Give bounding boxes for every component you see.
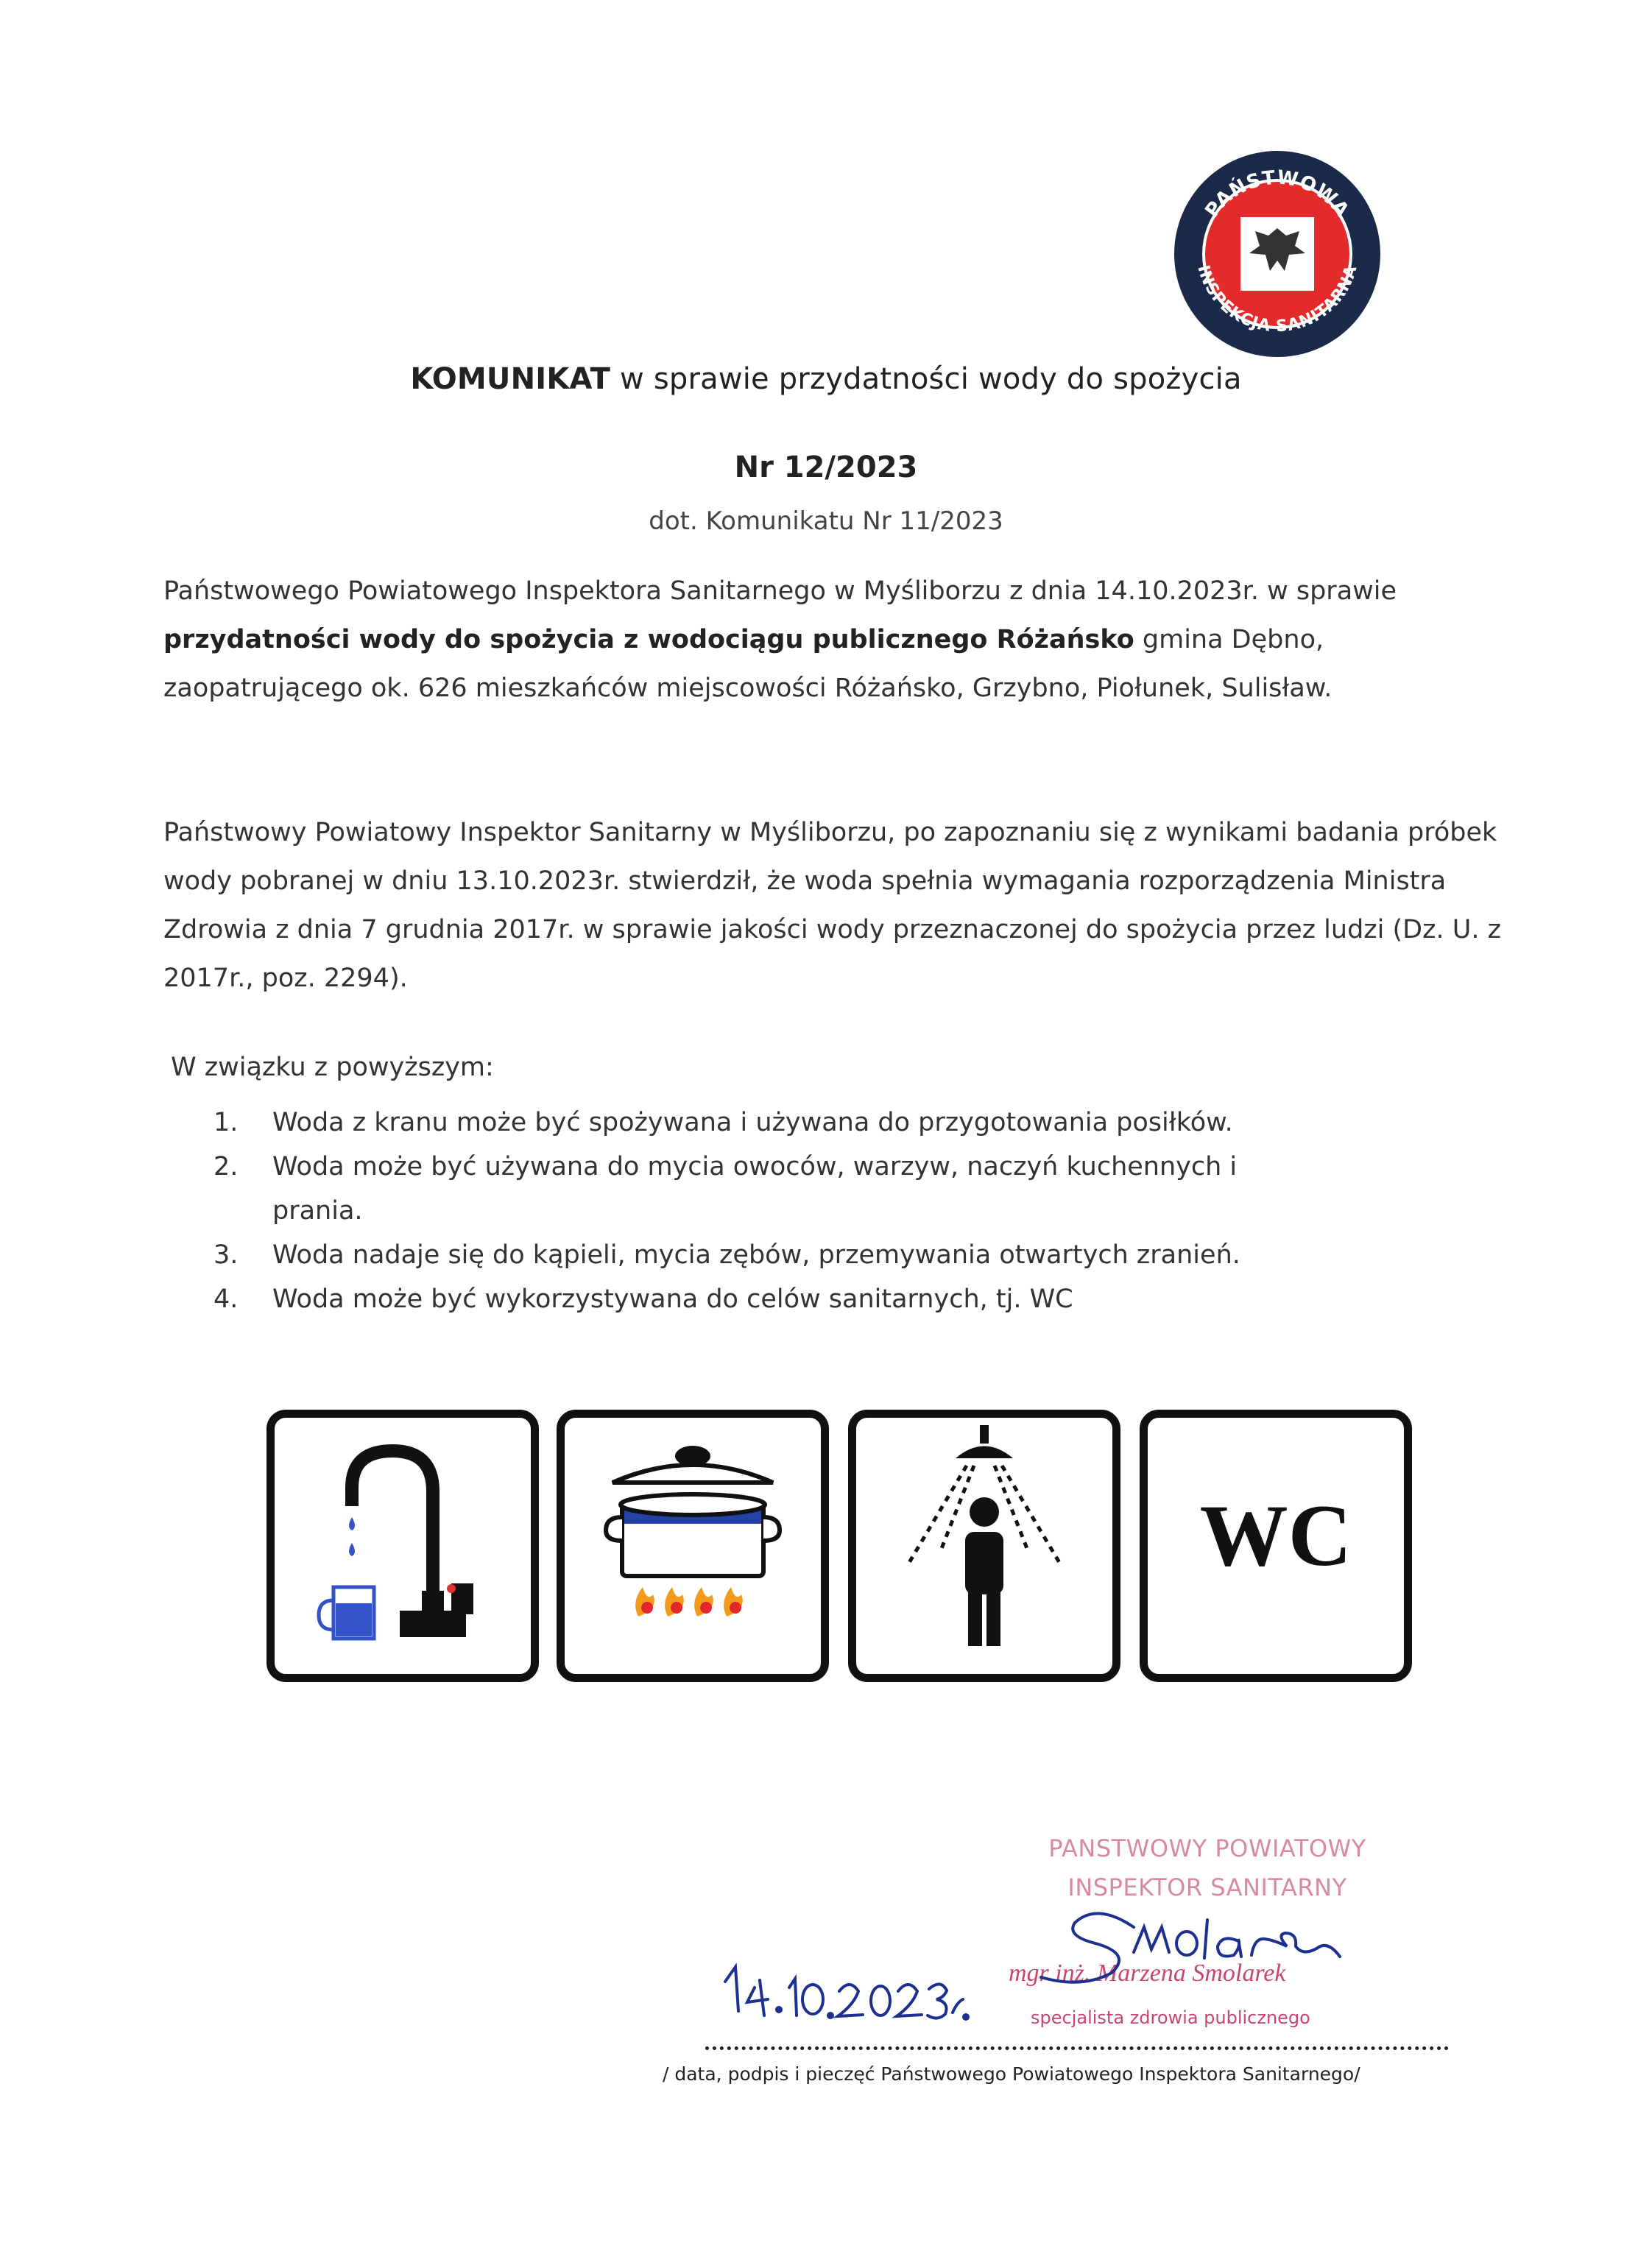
tap-water-icon (266, 1410, 539, 1682)
intro-bold: przydatności wody do spożycia z wodociągu publicznego Różańsko (163, 625, 1134, 654)
list-item-number: 1. (213, 1108, 239, 1137)
announcement-number: Nr 12/2023 (734, 451, 918, 484)
shower-icon (848, 1410, 1120, 1682)
list-item (213, 1233, 1318, 1277)
intro-paragraph (163, 567, 1503, 713)
list-item-number: 3. (213, 1240, 239, 1270)
intro-part1: Państwowego Powiatowego Inspektora Sanitarnego w Myśliborzu z dnia 14.10.2023r. w sprawie (163, 576, 1397, 606)
stamp-role: specjalista zdrowia publicznego (1031, 2007, 1310, 2028)
stamp-name: mgr inż. Marzena Smolarek (1009, 1960, 1286, 1987)
logo-text-top: PAŃSTWOWA (1201, 166, 1354, 222)
stamp-line-1: PANSTWOWY POWIATOWY (1048, 1834, 1366, 1862)
cooking-pot-icon (557, 1410, 829, 1682)
list-item (213, 1277, 1318, 1321)
intro-part2: gmina Dębno, zaopatrującego ok. 626 mieszkańców miejscowości Różańsko, Grzybno, Piołunek, Sulisław. (163, 625, 1332, 703)
recommendations-list (213, 1100, 1318, 1321)
reference-line: dot. Komunikatu Nr 11/2023 (649, 506, 1003, 536)
document-title (0, 362, 1652, 396)
logo-text-bottom: INSPEKCJA SANITARNA (1193, 263, 1361, 336)
wc-label: WC (1199, 1486, 1352, 1584)
wc-icon (1140, 1410, 1412, 1682)
list-item-text: Woda może być używana do mycia owoców, warzyw, naczyń kuchennych i prania. (272, 1152, 1238, 1226)
list-item-text: Woda nadaje się do kąpieli, mycia zębów, przemywania otwartych zranień. (272, 1240, 1240, 1270)
title-rest: w sprawie przydatności wody do spożycia (610, 362, 1242, 396)
list-item-number: 4. (213, 1285, 239, 1314)
conclusion-intro: W związku z powyższym: (171, 1053, 494, 1082)
list-item-text: Woda może być wykorzystywana do celów sanitarnych, tj. WC (272, 1285, 1073, 1314)
footer-caption: / data, podpis i pieczęć Państwowego Powiatowego Inspektora Sanitarnego/ (663, 2063, 1360, 2085)
signature-line (705, 2039, 1449, 2050)
list-item (213, 1145, 1318, 1233)
finding-paragraph: Państwowy Powiatowy Inspektor Sanitarny w Myśliborzu, po zapoznaniu się z wynikami badania próbek wody pobranej w dniu 13.10.2023r. stwierdził, że woda spełnia wymagania rozporządzenia Ministra Zdrowia z dnia 7 grudnia 2017r. w sprawie jakości wody przeznaczonej do spożycia przez ludzi (Dz. U. z 2017r., poz. 2294). (163, 818, 1501, 993)
sanitary-inspection-logo (1171, 147, 1384, 361)
list-item-number: 2. (213, 1152, 239, 1181)
stamp-line-2: INSPEKTOR SANITARNY (1067, 1873, 1347, 1901)
title-keyword: KOMUNIKAT (410, 362, 611, 396)
list-item-text: Woda z kranu może być spożywana i używana do przygotowania posiłków. (272, 1108, 1233, 1137)
handwritten-date (725, 1967, 968, 2019)
list-item (213, 1100, 1318, 1145)
